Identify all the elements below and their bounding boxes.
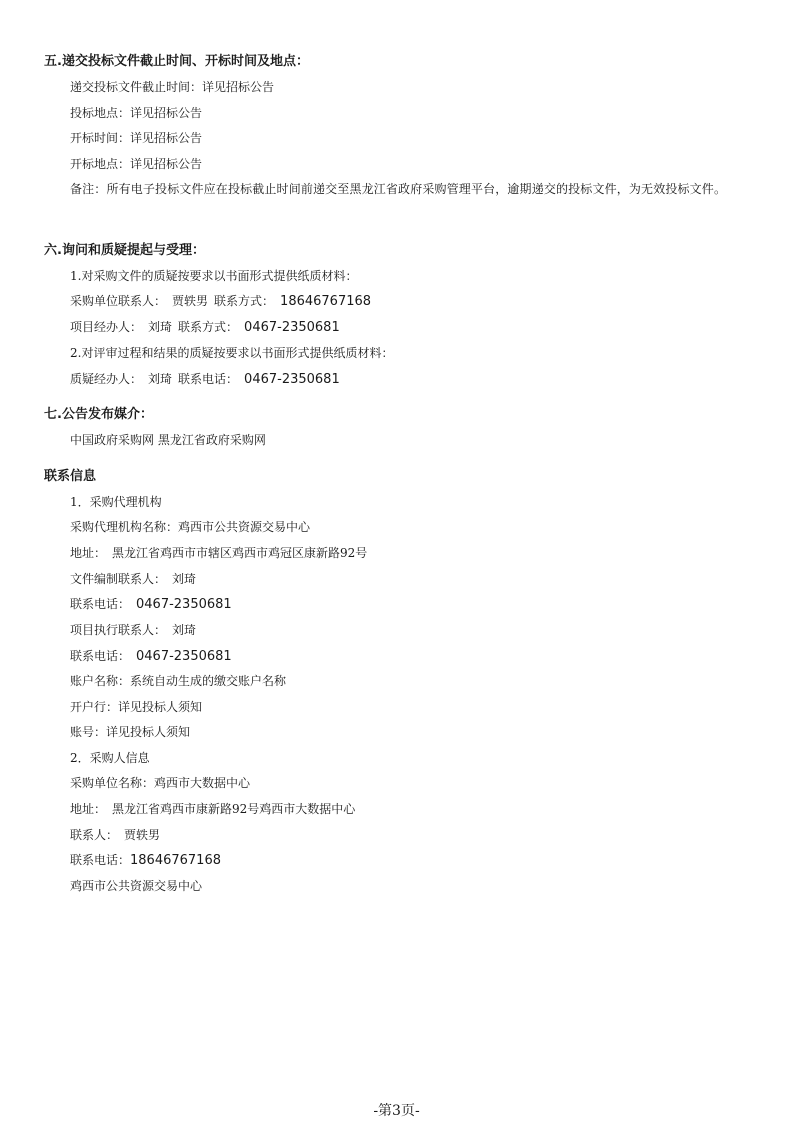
agency-address-line (70, 544, 367, 562)
agency-name-line (70, 518, 310, 536)
contact-heading: 联系信息 (44, 469, 97, 484)
purchaser-phone-label: 联系电话： (70, 853, 131, 867)
purchaser-contact-method-label: 联系方式： (214, 294, 275, 308)
doc-phone-label: 联系电话： (70, 597, 131, 611)
complaint-handler-name: 刘琦 (148, 372, 173, 386)
purchaser-contact-label: 采购单位联系人： (70, 294, 167, 308)
purchaser-contact-name: 贾轶男 (172, 294, 209, 308)
agency-title: 1．采购代理机构 (70, 495, 162, 509)
opening-location: 开标地点：详见招标公告 (70, 157, 203, 171)
bank: 开户行：详见投标人须知 (70, 700, 203, 714)
purchaser-address-label: 地址： (70, 802, 107, 816)
publication-media: 中国政府采购网 黑龙江省政府采购网 (70, 433, 266, 447)
doc-phone-line (70, 595, 232, 614)
agency-name: 鸡西市公共资源交易中心 (178, 520, 311, 534)
inquiry-item-1: 1.对采购文件的质疑按要求以书面形式提供纸质材料： (70, 269, 358, 283)
purchaser-name-label: 采购单位名称： (70, 776, 155, 790)
exec-phone-label: 联系电话： (70, 649, 131, 663)
project-handler-method-label: 联系方式： (178, 320, 239, 334)
purchaser-contact-phone: 18646767168 (280, 294, 372, 309)
exec-contact-line (70, 621, 196, 639)
agency-name-label: 采购代理机构名称： (70, 520, 179, 534)
opening-time: 开标时间：详见招标公告 (70, 131, 203, 145)
purchaser-phone: 18646767168 (130, 853, 221, 868)
purchaser-address: 黑龙江省鸡西市康新路92号鸡西市大数据中心 (112, 802, 356, 816)
page-number: -第3页- (373, 1103, 420, 1119)
purchaser-person-line (70, 826, 160, 844)
section-5-heading: 五.递交投标文件截止时间、开标时间及地点： (44, 54, 309, 69)
complaint-handler-phone: 0467-2350681 (244, 372, 340, 387)
exec-phone-line (70, 647, 232, 666)
agency-address: 黑龙江省鸡西市市辖区鸡西市鸡冠区康新路92号 (112, 546, 368, 560)
complaint-handler-label: 质疑经办人： (70, 372, 143, 386)
submission-deadline: 递交投标文件截止时间：详见招标公告 (70, 80, 275, 94)
section-6-heading: 六.询问和质疑提起与受理： (44, 243, 205, 258)
purchaser-person-label: 联系人： (70, 828, 119, 842)
project-handler-name: 刘琦 (148, 320, 173, 334)
inquiry-item-2: 2.对评审过程和结果的质疑按要求以书面形式提供纸质材料： (70, 346, 394, 360)
account-name: 账户名称：系统自动生成的缴交账户名称 (70, 674, 287, 688)
purchaser-person: 贾轶男 (124, 828, 161, 842)
agency-address-label: 地址： (70, 546, 107, 560)
doc-contact-label: 文件编制联系人： (70, 572, 167, 586)
complaint-handler-line (70, 370, 340, 389)
exec-phone: 0467-2350681 (136, 649, 232, 664)
complaint-handler-phone-label: 联系电话： (178, 372, 239, 386)
purchaser-contact-line (70, 292, 371, 311)
purchaser-title: 2．采购人信息 (70, 751, 150, 765)
purchaser-phone-line (70, 851, 221, 870)
purchaser-name-line (70, 774, 250, 792)
account-number: 账号：详见投标人须知 (70, 725, 191, 739)
doc-contact-line (70, 570, 196, 588)
purchaser-address-line (70, 800, 355, 818)
doc-phone: 0467-2350681 (136, 597, 232, 612)
bid-location: 投标地点：详见招标公告 (70, 106, 203, 120)
section-7-heading: 七.公告发布媒介： (44, 407, 153, 422)
submission-note: 备注：所有电子投标文件应在投标截止时间前递交至黑龙江省政府采购管理平台，逾期递交的投标文件，为无效投标文件。 (70, 182, 727, 196)
purchaser-name: 鸡西市大数据中心 (154, 776, 251, 790)
project-handler-line (70, 318, 340, 337)
exec-contact-name: 刘琦 (172, 623, 197, 637)
project-handler-phone: 0467-2350681 (244, 320, 340, 335)
doc-contact-name: 刘琦 (172, 572, 197, 586)
project-handler-label: 项目经办人： (70, 320, 143, 334)
closing-organization: 鸡西市公共资源交易中心 (70, 879, 203, 893)
exec-contact-label: 项目执行联系人： (70, 623, 167, 637)
